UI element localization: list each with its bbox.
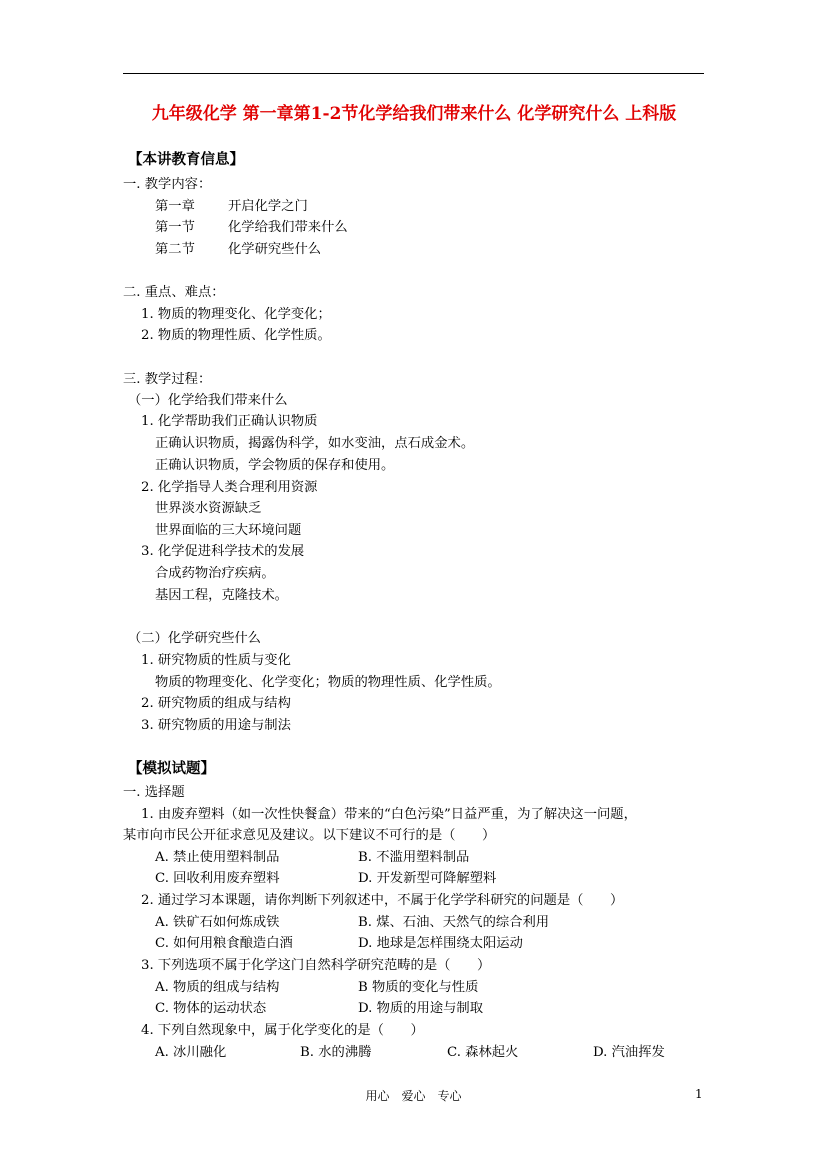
section-mock-test: 【模拟试题】 [128, 760, 215, 777]
content-heading: 一. 教学内容： [123, 177, 212, 192]
q1-option-d: D. 开发新型可降解塑料 [358, 871, 497, 886]
q2-option-a: A. 铁矿石如何炼成铁 [155, 915, 280, 930]
keypoints-heading: 二. 重点、难点： [123, 285, 225, 300]
part1-line: 世界面临的三大环境问题 [155, 523, 302, 538]
part1-line: 世界淡水资源缺乏 [155, 501, 262, 516]
q3-option-c: C. 物体的运动状态 [155, 1001, 267, 1016]
content-item-label: 第二节 [155, 242, 195, 257]
content-item-label: 第一章 [155, 199, 195, 214]
section-education-info: 【本讲教育信息】 [128, 151, 244, 168]
q1-stem-cont: 某市向市民公开征求意见及建议。以下建议不可行的是（ ） [123, 828, 496, 843]
q4-option-c: C. 森林起火 [447, 1045, 519, 1060]
q1-option-a: A. 禁止使用塑料制品 [155, 850, 280, 865]
footer-motto: 用心 爱心 专心 [365, 1089, 462, 1103]
part1-heading: （一）化学给我们带来什么 [128, 393, 288, 408]
part2-line: 1. 研究物质的性质与变化 [141, 653, 291, 668]
part1-line: 2. 化学指导人类合理利用资源 [141, 480, 318, 495]
q2-option-d: D. 地球是怎样围绕太阳运动 [358, 936, 523, 951]
process-heading: 三. 教学过程： [123, 372, 212, 387]
part2-line: 2. 研究物质的组成与结构 [141, 696, 291, 711]
content-item-text: 开启化学之门 [228, 199, 308, 214]
page-number: 1 [695, 1087, 703, 1101]
q4-option-d: D. 汽油挥发 [593, 1045, 665, 1060]
content-item-text: 化学研究些什么 [228, 242, 322, 257]
q2-option-c: C. 如何用粮食酿造白酒 [155, 936, 293, 951]
q3-option-d: D. 物质的用途与制取 [358, 1001, 484, 1016]
test-heading: 一. 选择题 [123, 785, 185, 800]
document-title: 九年级化学 第一章第1-2节化学给我们带来什么 化学研究什么 上科版 [151, 104, 677, 124]
q2-option-b: B. 煤、石油、天然气的综合利用 [358, 915, 550, 930]
q4-option-b: B. 水的沸腾 [300, 1045, 372, 1060]
keypoint-item: 1. 物质的物理变化、化学变化； [141, 307, 331, 322]
part2-line: 3. 研究物质的用途与制法 [141, 718, 291, 733]
part2-line: 物质的物理变化、化学变化；物质的物理性质、化学性质。 [155, 675, 501, 690]
header-rule [123, 73, 704, 74]
part1-line: 正确认识物质，揭露伪科学，如水变油，点石成金术。 [155, 436, 475, 451]
content-item-label: 第一节 [155, 220, 195, 235]
q3-option-a: A. 物质的组成与结构 [155, 980, 280, 995]
q1-stem: 1. 由废弃塑料（如一次性快餐盒）带来的“白色污染”日益严重，为了解决这一问题， [141, 807, 637, 822]
part1-line: 基因工程，克隆技术。 [155, 588, 288, 603]
q1-option-c: C. 回收利用废弃塑料 [155, 871, 280, 886]
q4-option-a: A. 冰川融化 [155, 1045, 227, 1060]
q3-stem: 3. 下列选项不属于化学这门自然科学研究范畴的是（ ） [141, 958, 491, 973]
q1-option-b: B. 不滥用塑料制品 [358, 850, 470, 865]
q4-stem: 4. 下列自然现象中，属于化学变化的是（ ） [141, 1023, 424, 1038]
keypoint-item: 2. 物质的物理性质、化学性质。 [141, 328, 331, 343]
part1-line: 3. 化学促进科学技术的发展 [141, 544, 305, 559]
q2-stem: 2. 通过学习本课题，请你判断下列叙述中，不属于化学学科研究的问题是（ ） [141, 893, 624, 908]
part1-line: 1. 化学帮助我们正确认识物质 [141, 414, 318, 429]
part2-heading: （二）化学研究些什么 [128, 631, 261, 646]
q3-option-b: B 物质的变化与性质 [358, 980, 479, 995]
content-item-text: 化学给我们带来什么 [228, 220, 348, 235]
part1-line: 合成药物治疗疾病。 [155, 566, 275, 581]
part1-line: 正确认识物质，学会物质的保存和使用。 [155, 458, 395, 473]
